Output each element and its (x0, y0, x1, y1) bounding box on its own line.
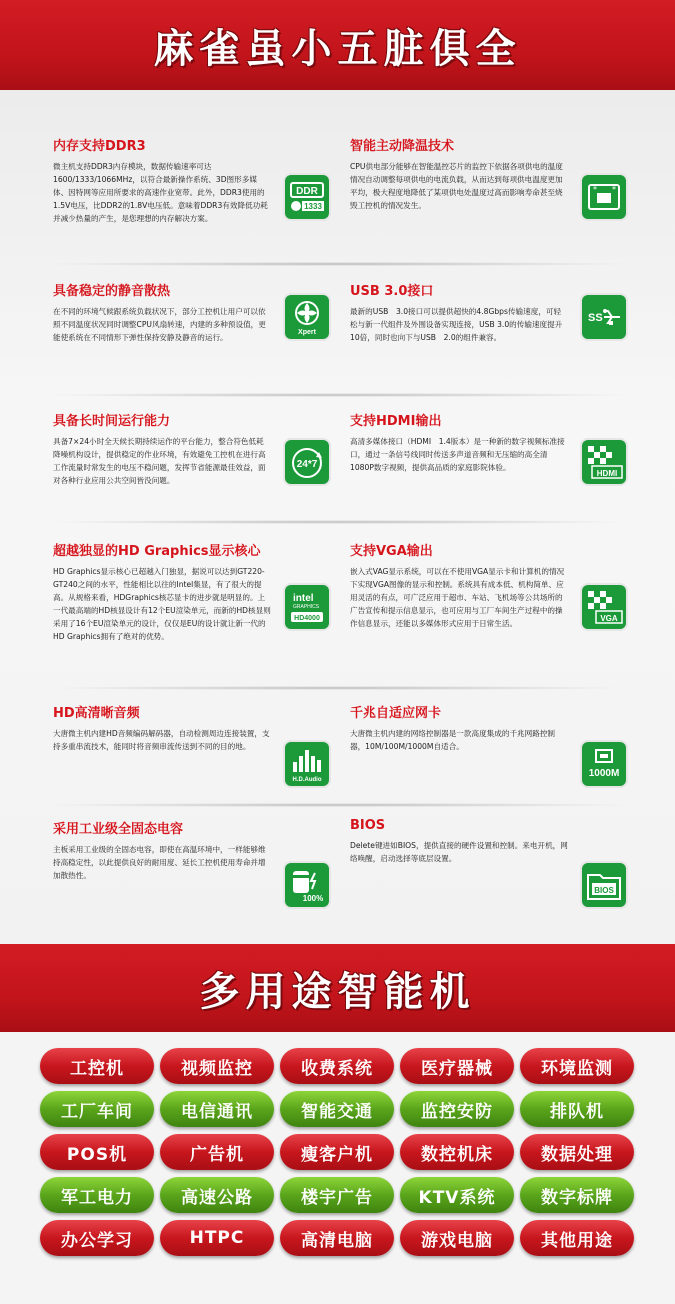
feature-item (53, 280, 343, 344)
feature-description: 大唐微主机内建HD音频编码解码器，自动检测周边连接装置，支持多重串流技术，能同时将音频串流传送到不同的目的地。 (53, 729, 270, 751)
feature-title: 具备稳定的静音散热 (53, 284, 171, 299)
use-case-tag[interactable]: 高速公路 (160, 1177, 274, 1213)
svg-text:VGA: VGA (600, 614, 618, 623)
use-case-tag[interactable]: 收费系统 (280, 1048, 394, 1084)
svg-text:24*7: 24*7 (296, 459, 318, 470)
svg-text:1000M: 1000M (588, 768, 620, 779)
feature-item (350, 410, 640, 478)
svg-text:DDR: DDR (296, 186, 318, 197)
24x7-icon (285, 440, 329, 484)
svg-text:Xpert: Xpert (298, 329, 316, 336)
use-case-tag[interactable]: 工控机 (40, 1048, 154, 1084)
svg-text:intel: intel (293, 593, 314, 604)
feature-title: 超越独显的HD Graphics显示核心 (53, 544, 261, 559)
hdmi-icon (582, 440, 626, 484)
use-case-tag[interactable]: 其他用途 (520, 1220, 634, 1256)
feature-item (53, 135, 343, 225)
use-case-tag[interactable]: 环境监测 (520, 1048, 634, 1084)
feature-title: 内存支持DDR3 (53, 139, 146, 154)
feature-item (53, 818, 343, 903)
network-card-icon (582, 742, 626, 786)
feature-title: 支持HDMI输出 (350, 414, 442, 429)
use-case-tag[interactable]: 医疗器械 (400, 1048, 514, 1084)
section-divider (40, 393, 635, 397)
capacitor-icon (285, 863, 329, 907)
use-case-tag[interactable]: 数字标牌 (520, 1177, 634, 1213)
feature-title: BIOS (350, 818, 386, 833)
svg-text:*: * (593, 185, 597, 194)
svg-text:1333: 1333 (304, 202, 322, 211)
use-case-tag[interactable]: 监控安防 (400, 1091, 514, 1127)
top-banner-title: 麻雀虽小五脏俱全 (153, 25, 522, 72)
section-divider (40, 803, 635, 807)
feature-title: 采用工业级全固态电容 (53, 822, 184, 837)
feature-title: 具备长时间运行能力 (53, 414, 171, 429)
mid-banner-title: 多用途智能机 (199, 968, 476, 1015)
use-case-tag[interactable]: 智能交通 (280, 1091, 394, 1127)
feature-item (350, 540, 640, 630)
cooling-icon (582, 175, 626, 219)
use-case-tag[interactable]: 办公学习 (40, 1220, 154, 1256)
fan-icon (285, 295, 329, 339)
feature-description: 具备7×24小时全天候长期持续运作的平台能力，整合符色低耗降噪机构设计，提供稳定的作业环境，有效避免工控机在进行高工作流量时常发生的电压不稳问题，发挥节省能源最佳效益，面对各种行业应用公共空间皆没问题。 (53, 437, 266, 485)
feature-title: 支持VGA输出 (350, 544, 433, 559)
use-case-tag[interactable]: 数控机床 (400, 1134, 514, 1170)
use-cases-section (0, 1032, 675, 1304)
use-case-tag[interactable]: POS机 (40, 1134, 154, 1170)
use-case-tag[interactable]: KTV系统 (400, 1177, 514, 1213)
feature-title: HD高清晰音频 (53, 706, 140, 721)
feature-item (350, 280, 640, 344)
use-case-tag[interactable]: 工厂车间 (40, 1091, 154, 1127)
feature-item (53, 702, 343, 783)
svg-text:BIOS: BIOS (594, 886, 614, 895)
section-divider (40, 686, 635, 690)
feature-item (350, 702, 640, 779)
use-case-tag[interactable]: 瘦客户机 (280, 1134, 394, 1170)
feature-description: HD Graphics显示核心已超越入门独显，据说可以达到GT220-GT240之间的水平，性能相比以往的Intel集显，有了很大的提高。从规格来看，HDGraphics核芯显卡的进步就是明显的。上一代最高端的HD核显设计有12个EU渲染单元，而新的HD核显则采用了16个EU渲染单元的设计，仅仅是EU的设计就让新一代的HD Graphics拥有了绝对的优势。 (53, 567, 271, 641)
feature-description: Delete键进如BIOS，提供直接的硬件设置和控制。来电开机，网络唤醒，启动选择等底层设置。 (350, 841, 568, 863)
use-case-tag[interactable]: 电信通讯 (160, 1091, 274, 1127)
svg-text:GRAPHICS: GRAPHICS (293, 604, 320, 610)
feature-description: CPU供电部分能够在智能温控芯片的监控下依据各项供电的温度情况自动调整每项供电的电流负载，从而达到每项供电温度更加平均，极大程度地降低了某项供电处温度过高而影响寿命甚至烧毁工控机的情况发生。 (350, 162, 563, 210)
section-divider (40, 520, 635, 524)
bios-icon (582, 863, 626, 907)
feature-description: 主板采用工业级的全固态电容，即使在高温环境中，一样能够维持高稳定性，以此提供良好的耐用度、延长工控机使用寿命并增加散热性。 (53, 845, 266, 880)
ddr3-icon (285, 175, 329, 219)
feature-title: USB 3.0接口 (350, 284, 434, 299)
use-case-tag[interactable]: 高清电脑 (280, 1220, 394, 1256)
feature-title: 千兆自适应网卡 (350, 706, 442, 721)
use-case-tag[interactable]: 广告机 (160, 1134, 274, 1170)
use-case-tag[interactable]: 数据处理 (520, 1134, 634, 1170)
svg-text:*: * (612, 185, 616, 194)
use-case-tag[interactable]: 军工电力 (40, 1177, 154, 1213)
use-case-tag[interactable]: HTPC (160, 1220, 274, 1256)
svg-text:SS: SS (588, 312, 603, 324)
feature-title: 智能主动降温技术 (350, 139, 455, 154)
use-case-tag[interactable]: 视频监控 (160, 1048, 274, 1084)
features-section (0, 90, 675, 944)
svg-text:100%: 100% (302, 894, 324, 903)
svg-text:HD4000: HD4000 (294, 615, 320, 622)
feature-description: 嵌入式VAG显示系统，可以在不使用VGA显示卡和计算机的情况下实现VGA图像的显示和控制。系统具有成本低、机构简单、应用灵活的有点，可广泛应用于超市、车站、飞机场等公共场所的广告宣传和提示信息显示，也可应用与工厂车间生产过程中的操作信息显示，还能以多媒体形式应用于日常生活。 (350, 567, 565, 628)
vga-icon (582, 585, 626, 629)
svg-text:HDMI: HDMI (596, 469, 618, 478)
svg-text:H.D.Audio: H.D.Audio (292, 777, 322, 783)
feature-description: 最新的USB 3.0接口可以提供超快的4.8Gbps传输速度，可轻松与新一代组件及外围设备实现连接，USB 3.0的传输速度提升10倍，同时也向下与USB 2.0的组件兼容。 (350, 307, 563, 342)
feature-item (53, 540, 343, 643)
hd-audio-icon (285, 742, 329, 786)
feature-item (350, 818, 640, 895)
feature-description: 微主机支持DDR3内存模块，数据传输速率可达1600/1333/1066MHz，以符合最新操作系统、3D图形多媒体、因特网等应用所要求的高速作业宽带。此外，DDR3使用的1.5V电压，比DDR2的1.8V电压低。意味着DDR3有效降低功耗并减少热量的产生，是您理想的内存解决方案。 (53, 162, 268, 223)
mid-banner (0, 944, 675, 1032)
feature-item (350, 135, 640, 212)
section-divider (40, 262, 635, 266)
use-case-tag[interactable]: 排队机 (520, 1091, 634, 1127)
feature-description: 高清多媒体接口（HDMI 1.4版本）是一种新的数字视频标准接口，通过一条信号线同时传送多声道音频和无压缩的高全清1080P数字视频，提供高品质的家庭影院体验。 (350, 437, 565, 472)
use-case-tag[interactable]: 游戏电脑 (400, 1220, 514, 1256)
use-case-tag[interactable]: 楼宇广告 (280, 1177, 394, 1213)
top-banner (0, 0, 675, 90)
feature-description: 大唐微主机内建的网络控制器是一款高度集成的千兆网路控制器，10M/100M/1000M自适合。 (350, 729, 556, 751)
intel-graphics-icon (285, 585, 329, 629)
usb-icon (582, 295, 626, 339)
feature-description: 在不同的环境气候跟系统负载状况下，部分工控机让用户可以依照不同温度状况同时调整CPU风扇转速，内建的多种预设值，更能使系统在不同情形下弹性保持安静及静音的运行。 (53, 307, 266, 342)
feature-item (53, 410, 343, 487)
